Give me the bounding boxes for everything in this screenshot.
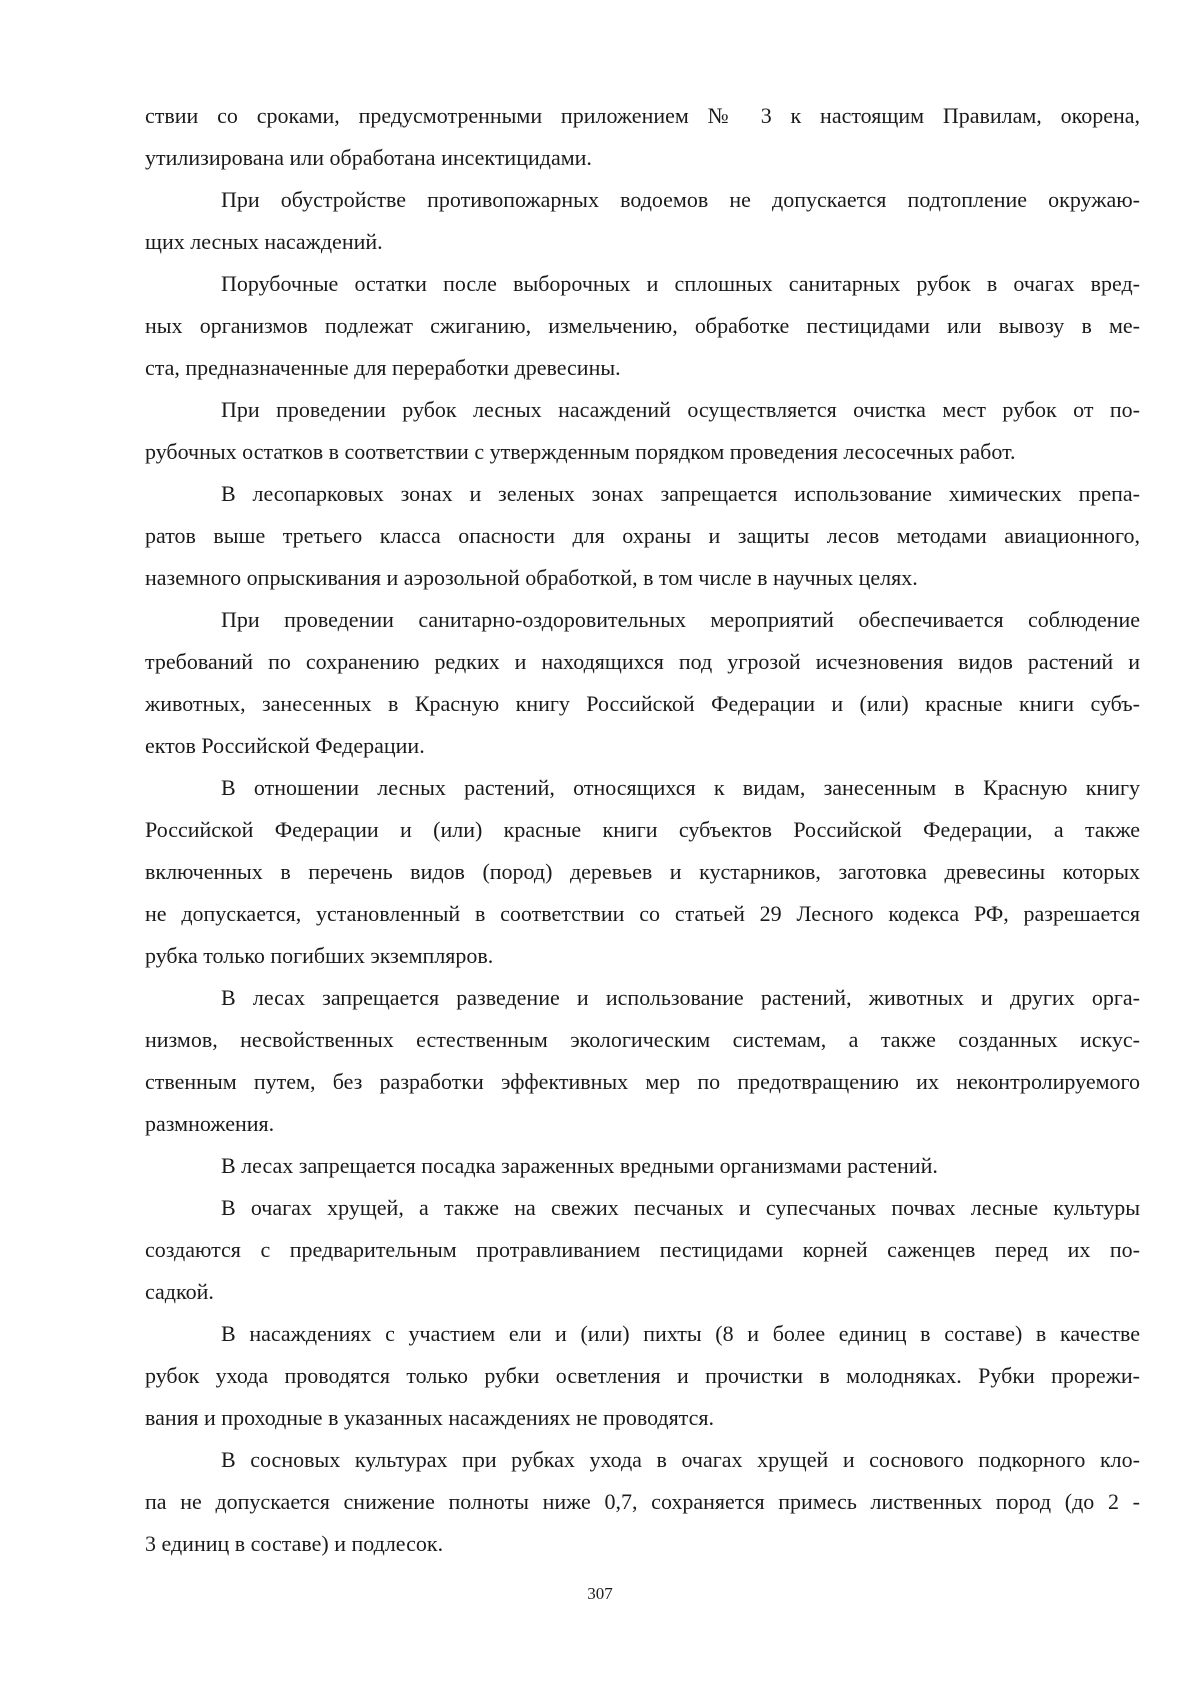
text-line: па не допускается снижение полноты ниже 0,7, сохраняется примесь лиственных пород (до 2 -: [145, 1489, 1140, 1514]
text-line: В лесах запрещается разведение и использование растений, животных и других орга-: [221, 985, 1140, 1010]
text-line: щих лесных насаждений.: [145, 229, 383, 254]
text-line: ектов Российской Федерации.: [145, 733, 425, 758]
paragraph: [145, 977, 1140, 1145]
text-line: рубка только погибших экземпляров.: [145, 943, 494, 968]
text-line: В очагах хрущей, а также на свежих песчаных и супесчаных почвах лесные культуры: [221, 1195, 1140, 1220]
text-line: В насаждениях с участием ели и (или) пихты (8 и более единиц в составе) в качестве: [221, 1321, 1140, 1346]
text-line: Порубочные остатки после выборочных и сплошных санитарных рубок в очагах вред-: [221, 271, 1140, 296]
paragraph: [145, 1187, 1140, 1313]
paragraph: [145, 1439, 1140, 1565]
paragraph: [145, 389, 1140, 473]
text-line: ствии со сроками, предусмотренными приложением № 3 к настоящим Правилам, окорена,: [145, 103, 1140, 128]
paragraph: [145, 767, 1140, 977]
text-line: В лесах запрещается посадка зараженных вредными организмами растений.: [221, 1153, 938, 1178]
paragraph: [145, 263, 1140, 389]
paragraph: [145, 95, 1140, 179]
text-line: рубочных остатков в соответствии с утвержденным порядком проведения лесосечных работ.: [145, 439, 1016, 464]
text-line: ста, предназначенные для переработки древесины.: [145, 355, 621, 380]
text-line: наземного опрыскивания и аэрозольной обработкой, в том числе в научных целях.: [145, 565, 918, 590]
text-line: утилизирована или обработана инсектицидами.: [145, 145, 592, 170]
text-line: требований по сохранению редких и находящихся под угрозой исчезновения видов растений и: [145, 649, 1140, 674]
text-line: низмов, несвойственных естественным экологическим системам, а также созданных искус-: [145, 1027, 1140, 1052]
page-number: 307: [587, 1584, 613, 1603]
text-line: рубок ухода проводятся только рубки осветления и прочистки в молодняках. Рубки прорежи-: [145, 1363, 1140, 1388]
paragraph: [145, 179, 1140, 263]
text-line: не допускается, установленный в соответствии со статьей 29 Лесного кодекса РФ, разрешается: [145, 901, 1140, 926]
text-line: При обустройстве противопожарных водоемов не допускается подтопление окружаю-: [221, 187, 1140, 212]
document-body: [145, 95, 1140, 1565]
text-line: вания и проходные в указанных насаждениях не проводятся.: [145, 1405, 715, 1430]
text-line: создаются с предварительным протравливанием пестицидами корней саженцев перед их по-: [145, 1237, 1140, 1262]
text-line: Российской Федерации и (или) красные книги субъектов Российской Федерации, а также: [145, 817, 1140, 842]
text-line: включенных в перечень видов (пород) деревьев и кустарников, заготовка древесины которых: [145, 859, 1140, 884]
paragraph: [145, 473, 1140, 599]
text-line: садкой.: [145, 1279, 214, 1304]
text-line: При проведении санитарно-оздоровительных мероприятий обеспечивается соблюдение: [221, 607, 1140, 632]
paragraph: [145, 1145, 1140, 1187]
text-line: В лесопарковых зонах и зеленых зонах запрещается использование химических препа-: [221, 481, 1140, 506]
text-line: животных, занесенных в Красную книгу Российской Федерации и (или) красные книги субъ-: [145, 691, 1140, 716]
text-line: В отношении лесных растений, относящихся к видам, занесенным в Красную книгу: [221, 775, 1140, 800]
text-line: ратов выше третьего класса опасности для охраны и защиты лесов методами авиационного,: [145, 523, 1140, 548]
paragraph: [145, 1313, 1140, 1439]
text-line: размножения.: [145, 1111, 275, 1136]
text-line: В сосновых культурах при рубках ухода в очагах хрущей и соснового подкорного кло-: [221, 1447, 1140, 1472]
text-line: 3 единиц в составе) и подлесок.: [145, 1531, 444, 1556]
text-line: ственным путем, без разработки эффективных мер по предотвращению их неконтролируемого: [145, 1069, 1140, 1094]
text-line: При проведении рубок лесных насаждений осуществляется очистка мест рубок от по-: [221, 397, 1140, 422]
text-line: ных организмов подлежат сжиганию, измельчению, обработке пестицидами или вывозу в ме-: [145, 313, 1140, 338]
paragraph: [145, 599, 1140, 767]
